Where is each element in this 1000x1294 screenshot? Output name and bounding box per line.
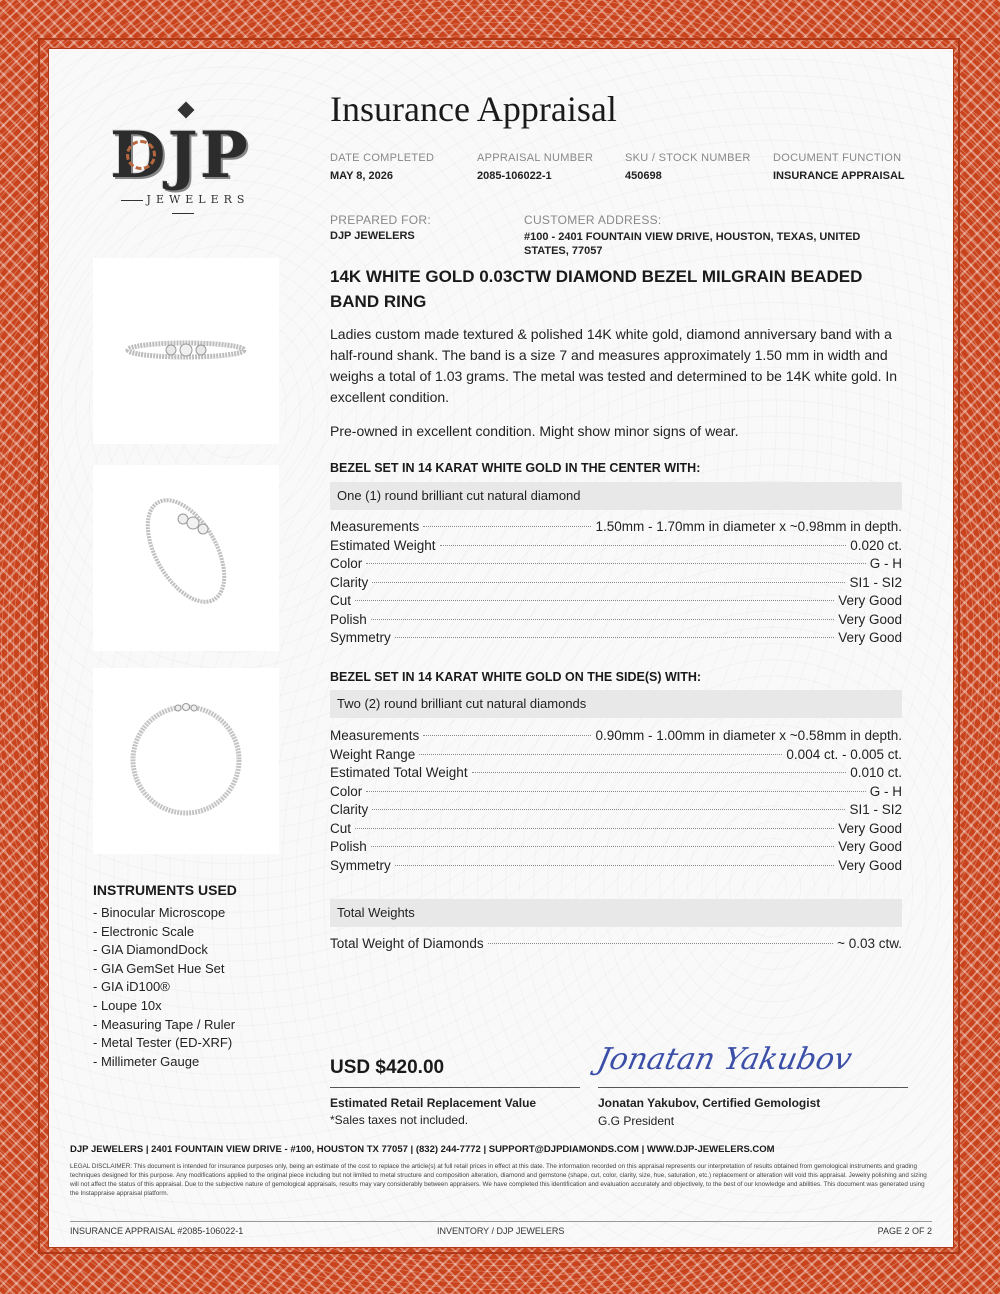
leader-dots <box>423 735 591 736</box>
page-title: Insurance Appraisal <box>330 89 617 129</box>
spec-value: 0.020 ct. <box>850 537 902 553</box>
instrument-item: - GIA iD100® <box>93 979 170 995</box>
total-weights-label: Total Weights <box>337 905 415 920</box>
spec-value: Very Good <box>838 593 902 608</box>
spec-row <box>330 612 902 630</box>
spec-row <box>330 575 902 593</box>
spec-row <box>330 821 902 839</box>
instrument-item: - Loupe 10x <box>93 997 162 1013</box>
function-label: DOCUMENT FUNCTION <box>773 152 902 164</box>
spec-value: G - H <box>869 783 902 799</box>
leader-dots <box>355 600 834 601</box>
leader-dots <box>472 772 847 773</box>
ring-photo-top <box>93 258 279 444</box>
spec-row <box>330 556 902 574</box>
spec-key: Measurements <box>330 519 420 534</box>
item-condition: Pre-owned in excellent condition. Might show minor signs of wear. <box>330 423 739 439</box>
footer-contact: DJP JEWELERS | 2401 FOUNTAIN VIEW DRIVE - #100, HOUSTON TX 77057 | (832) 244-7772 | SUPPORT@DJPDIAMONDS.COM | WWW.DJP-JEWELERS.COM <box>70 1144 775 1155</box>
ring-front-view <box>93 668 279 854</box>
spec-row <box>330 936 902 954</box>
center-stone-band <box>330 482 902 510</box>
leader-dots <box>371 619 834 620</box>
sku-label: SKU / STOCK NUMBER <box>625 152 751 164</box>
ring-angle-view <box>93 465 279 651</box>
date-label: DATE COMPLETED <box>330 152 435 164</box>
side-stones-summary: Two (2) round brilliant cut natural diamonds <box>337 696 587 711</box>
spec-value: SI1 - SI2 <box>849 574 902 590</box>
spec-value: Very Good <box>838 857 902 873</box>
leader-dots <box>371 846 834 847</box>
instrument-item: - Measuring Tape / Ruler <box>93 1016 236 1032</box>
spec-key: Estimated Weight <box>330 537 436 553</box>
spec-row <box>330 747 902 765</box>
spec-key: Polish <box>330 611 367 627</box>
spec-key: Cut <box>330 820 352 836</box>
leader-dots <box>366 563 865 564</box>
ring-photo-front <box>93 668 279 854</box>
diamond-icon <box>178 102 195 119</box>
instrument-item: - Binocular Microscope <box>93 905 226 920</box>
item-description: Ladies custom made textured & polished 14K white gold, diamond anniversary band with a half-round shank. The band is a size 7 and measures approximately 1.50 mm in width and weighs a total of 1.03 grams. The metal was tested and determined to be 14K white gold. In excellent condition. <box>330 326 898 405</box>
ring-top-view <box>93 258 279 444</box>
spec-value: Very Good <box>838 839 902 854</box>
leader-dots <box>423 526 591 527</box>
spec-row <box>330 728 902 746</box>
gear-icon <box>126 140 156 170</box>
item-heading: 14K WHITE GOLD 0.03CTW DIAMOND BEZEL MILGRAIN BEADED BAND RING <box>330 267 863 311</box>
instruments-heading: INSTRUMENTS USED <box>93 882 237 898</box>
replacement-value-label: Estimated Retail Replacement Value <box>330 1096 537 1110</box>
spec-value: Very Good <box>838 820 902 836</box>
spec-row <box>330 784 902 802</box>
logo-subtitle: JEWELERS <box>108 193 258 219</box>
spec-key: Total Weight of Diamonds <box>330 936 484 951</box>
spec-row <box>330 839 902 857</box>
ring-photo-angle <box>93 465 279 651</box>
legal-disclaimer: LEGAL DISCLAIMER: This document is intended for insurance purposes only, being an estimate of the cost to replace the article(s) at full retail prices in effect at this date. The information recorded on this appraisal represents our interpretation of results obtained from gemological instruments and grading techniques designed for this purpose. Any modifications applied to the original piece including but not limited to metal structure and composition alteration, diamond and gemstone (shape, cut, color, clarity, size, hue, saturation, etc.) replacement or alteration will void this appraisal. Jewelry polishing and sizing will not affect the status of this appraisal. Due to the subjective nature of gemological appraisals, results may vary considerably between appraisers. We have completed this identification and evaluation accurately and objectively, to the best of our knowledge and abilities. This document was generated using the Instappraise appraisal platform. <box>70 1163 927 1197</box>
date-value: MAY 8, 2026 <box>330 170 393 182</box>
spec-row <box>330 858 902 876</box>
leader-dots <box>355 828 834 829</box>
spec-key: Color <box>330 783 363 799</box>
leader-dots <box>419 754 782 755</box>
prepared-for-value: DJP JEWELERS <box>330 230 415 242</box>
appraisal-number-value: 2085-106022-1 <box>477 170 552 182</box>
spec-value: ~ 0.03 ctw. <box>837 936 902 951</box>
spec-row <box>330 765 902 783</box>
tax-note: *Sales taxes not included. <box>330 1113 469 1127</box>
appraisal-number-label: APPRAISAL NUMBER <box>477 152 594 164</box>
spec-row <box>330 630 902 648</box>
function-value: INSURANCE APPRAISAL <box>773 170 905 182</box>
signature-script: Jonatan Yakubov <box>594 1042 855 1077</box>
leader-dots <box>395 637 834 638</box>
signature-rule <box>598 1087 908 1088</box>
leader-dots <box>440 545 847 546</box>
spec-key: Measurements <box>330 728 420 743</box>
spec-value: Very Good <box>838 611 902 627</box>
spec-key: Cut <box>330 593 352 608</box>
replacement-value: USD $420.00 <box>330 1057 445 1078</box>
spec-value: SI1 - SI2 <box>849 802 902 817</box>
spec-value: 1.50mm - 1.70mm in diameter x ~0.98mm in depth. <box>595 519 902 534</box>
leader-dots <box>372 582 845 583</box>
leader-dots <box>395 865 834 866</box>
spec-key: Color <box>330 556 363 571</box>
spec-value: 0.90mm - 1.00mm in diameter x ~0.58mm in depth. <box>595 728 902 743</box>
spec-value: Very Good <box>838 630 902 645</box>
address-value: #100 - 2401 FOUNTAIN VIEW DRIVE, HOUSTON, TEXAS, UNITED STATES, 77057 <box>524 231 861 257</box>
instrument-item: - GIA DiamondDock <box>93 942 208 958</box>
total-weights-band <box>330 899 902 927</box>
spec-value: 0.004 ct. - 0.005 ct. <box>786 746 902 762</box>
leader-dots <box>488 943 834 944</box>
signer-name: Jonatan Yakubov, Certified Gemologist <box>598 1096 821 1110</box>
footer-page-number: PAGE 2 OF 2 <box>877 1226 932 1236</box>
spec-key: Weight Range <box>330 746 416 762</box>
instrument-item: - Electronic Scale <box>93 923 195 939</box>
signer-title: G.G President <box>598 1114 675 1128</box>
spec-key: Clarity <box>330 574 369 590</box>
center-stone-heading: BEZEL SET IN 14 KARAT WHITE GOLD IN THE CENTER WITH: <box>330 461 701 475</box>
instrument-item: - Metal Tester (ED-XRF) <box>93 1035 233 1051</box>
price-rule <box>330 1087 580 1088</box>
address-label: CUSTOMER ADDRESS: <box>524 213 662 227</box>
footer-rule <box>70 1221 932 1222</box>
instrument-item: - Millimeter Gauge <box>93 1053 200 1069</box>
prepared-for-label: PREPARED FOR: <box>330 213 432 227</box>
center-stone-summary: One (1) round brilliant cut natural diamond <box>337 488 581 503</box>
spec-value: G - H <box>869 556 902 571</box>
spec-key: Symmetry <box>330 630 391 645</box>
footer-appraisal-id: INSURANCE APPRAISAL #2085-106022-1 <box>70 1226 244 1236</box>
footer-inventory: INVENTORY / DJP JEWELERS <box>437 1226 565 1236</box>
instruments-list <box>93 904 235 1071</box>
spec-row <box>330 538 902 556</box>
leader-dots <box>366 791 865 792</box>
side-stones-heading: BEZEL SET IN 14 KARAT WHITE GOLD ON THE SIDE(S) WITH: <box>330 670 702 684</box>
spec-row <box>330 519 902 537</box>
instrument-item: - GIA GemSet Hue Set <box>93 960 225 976</box>
spec-row <box>330 593 902 611</box>
djp-logo <box>104 100 264 212</box>
sku-value: 450698 <box>625 170 662 182</box>
spec-key: Clarity <box>330 802 369 817</box>
spec-key: Polish <box>330 839 367 854</box>
spec-value: 0.010 ct. <box>850 765 902 780</box>
spec-row <box>330 802 902 820</box>
leader-dots <box>372 809 845 810</box>
logo-letters: DJP <box>110 118 250 193</box>
spec-key: Symmetry <box>330 857 391 873</box>
side-stones-band <box>330 690 902 718</box>
spec-key: Estimated Total Weight <box>330 765 468 780</box>
